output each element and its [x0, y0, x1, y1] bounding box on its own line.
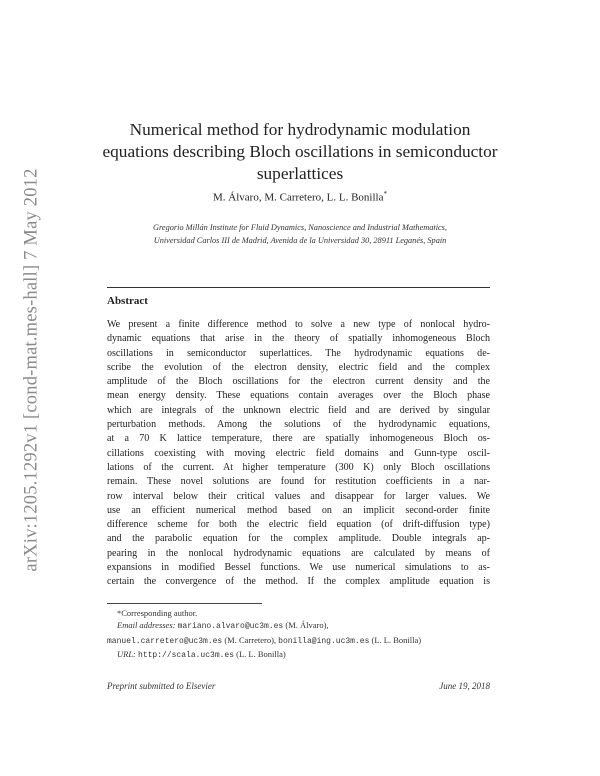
- abstract-line: expansions in modified Bessel functions. We use numerical simulations to as-: [107, 562, 490, 574]
- abstract-line: use an efficient numerical method based on an implicit second-order finite: [107, 504, 490, 516]
- abstract-line: remain. These novel solutions are found for restitution coefficients in a nar-: [107, 476, 490, 488]
- footnote-rule: [107, 603, 262, 604]
- abstract-line: difference scheme for both the electric field equation (of drift-diffusion type): [107, 519, 490, 531]
- abstract-line: cillations coexisting with moving electric field domains and Gunn-type oscil-: [107, 447, 490, 459]
- email-link-carretero[interactable]: manuel.carretero@uc3m.es: [107, 636, 223, 646]
- url-owner: (L. L. Bonilla): [236, 649, 286, 660]
- email-label: Email addresses:: [117, 620, 176, 631]
- email-line-1: [107, 619, 507, 633]
- email-owner: (M. Carretero),: [224, 634, 277, 645]
- abstract-line: at a 70 K lattice temperature, there are spatially inhomogeneous Bloch os-: [107, 433, 490, 445]
- abstract-line: and the parabolic equation for the complex amplitude. Double integrals ap-: [107, 533, 490, 545]
- footnotes: [107, 607, 507, 663]
- abstract-line: dynamic equations that arise in the theory of spatially inhomogeneous Bloch: [107, 333, 490, 345]
- url-line: [107, 648, 507, 662]
- abstract-top-rule: [107, 287, 490, 288]
- title-line: Numerical method for hydrodynamic modulation: [129, 120, 471, 139]
- author-list: [100, 190, 500, 204]
- abstract-line: amplitude of the Bloch oscillations for the electron current density and the: [107, 376, 490, 388]
- title-line: superlattices: [256, 164, 344, 183]
- email-line-2: [107, 634, 507, 648]
- abstract-line: which are integrals of the unknown electric field and are derived by singular: [107, 404, 490, 416]
- abstract-line: pearing in the nonlocal hydrodynamic equations are calculated by means of: [107, 547, 490, 559]
- affiliation-line: Universidad Carlos III de Madrid, Avenida de la Universidad 30, 28911 Leganés, Spain: [153, 236, 447, 245]
- url-link[interactable]: http://scala.uc3m.es: [138, 651, 235, 661]
- title-line: equations describing Bloch oscillations in semiconductor: [102, 142, 498, 161]
- abstract-line: mean energy density. These equations contain averages over the Bloch phase: [107, 390, 490, 402]
- abstract-line: lations of the current. At higher temperature (300 K) only Bloch oscillations: [107, 461, 490, 473]
- paper-title: [100, 119, 500, 185]
- abstract-body: [107, 318, 490, 590]
- arxiv-sidebar: [18, 150, 46, 590]
- abstract-line: certain the convergence of the method. If the complex amplitude equation is: [107, 576, 490, 588]
- arxiv-identifier[interactable]: arXiv:1205.1292v1 [cond-mat.mes-hall] 7 May 2012: [21, 168, 42, 572]
- abstract-heading: Abstract: [107, 295, 148, 307]
- abstract-line: oscillations in semiconductor superlattices. The hydrodynamic equations de-: [107, 347, 490, 359]
- author-names: M. Álvaro, M. Carretero, L. L. Bonilla: [213, 191, 384, 204]
- url-label: URL:: [117, 649, 136, 660]
- corresponding-author-note: *Corresponding author.: [117, 608, 198, 618]
- email-owner: (L. L. Bonilla): [371, 634, 422, 645]
- abstract-line: row interval below their critical values and disappear for larger values. We: [107, 490, 490, 502]
- email-owner: (M. Álvaro),: [285, 620, 329, 631]
- affiliation: [100, 221, 500, 247]
- affiliation-line: Gregorio Millán Institute for Fluid Dynamics, Nanoscience and Industrial Mathematics,: [153, 223, 447, 232]
- email-link-alvaro[interactable]: mariano.alvaro@uc3m.es: [177, 622, 284, 632]
- email-link-bonilla[interactable]: bonilla@ing.uc3m.es: [278, 636, 370, 646]
- preprint-date: June 19, 2018: [439, 681, 490, 691]
- abstract-line: perturbation methods. Among the solutions of the hydrodynamic equations,: [107, 419, 490, 431]
- corresponding-mark: *: [383, 190, 387, 198]
- abstract-line: scribe the evolution of the electron density, electric field and the complex: [107, 361, 490, 373]
- abstract-line: We present a finite difference method to solve a new type of nonlocal hydro-: [107, 319, 490, 330]
- preprint-note: Preprint submitted to Elsevier: [107, 681, 216, 691]
